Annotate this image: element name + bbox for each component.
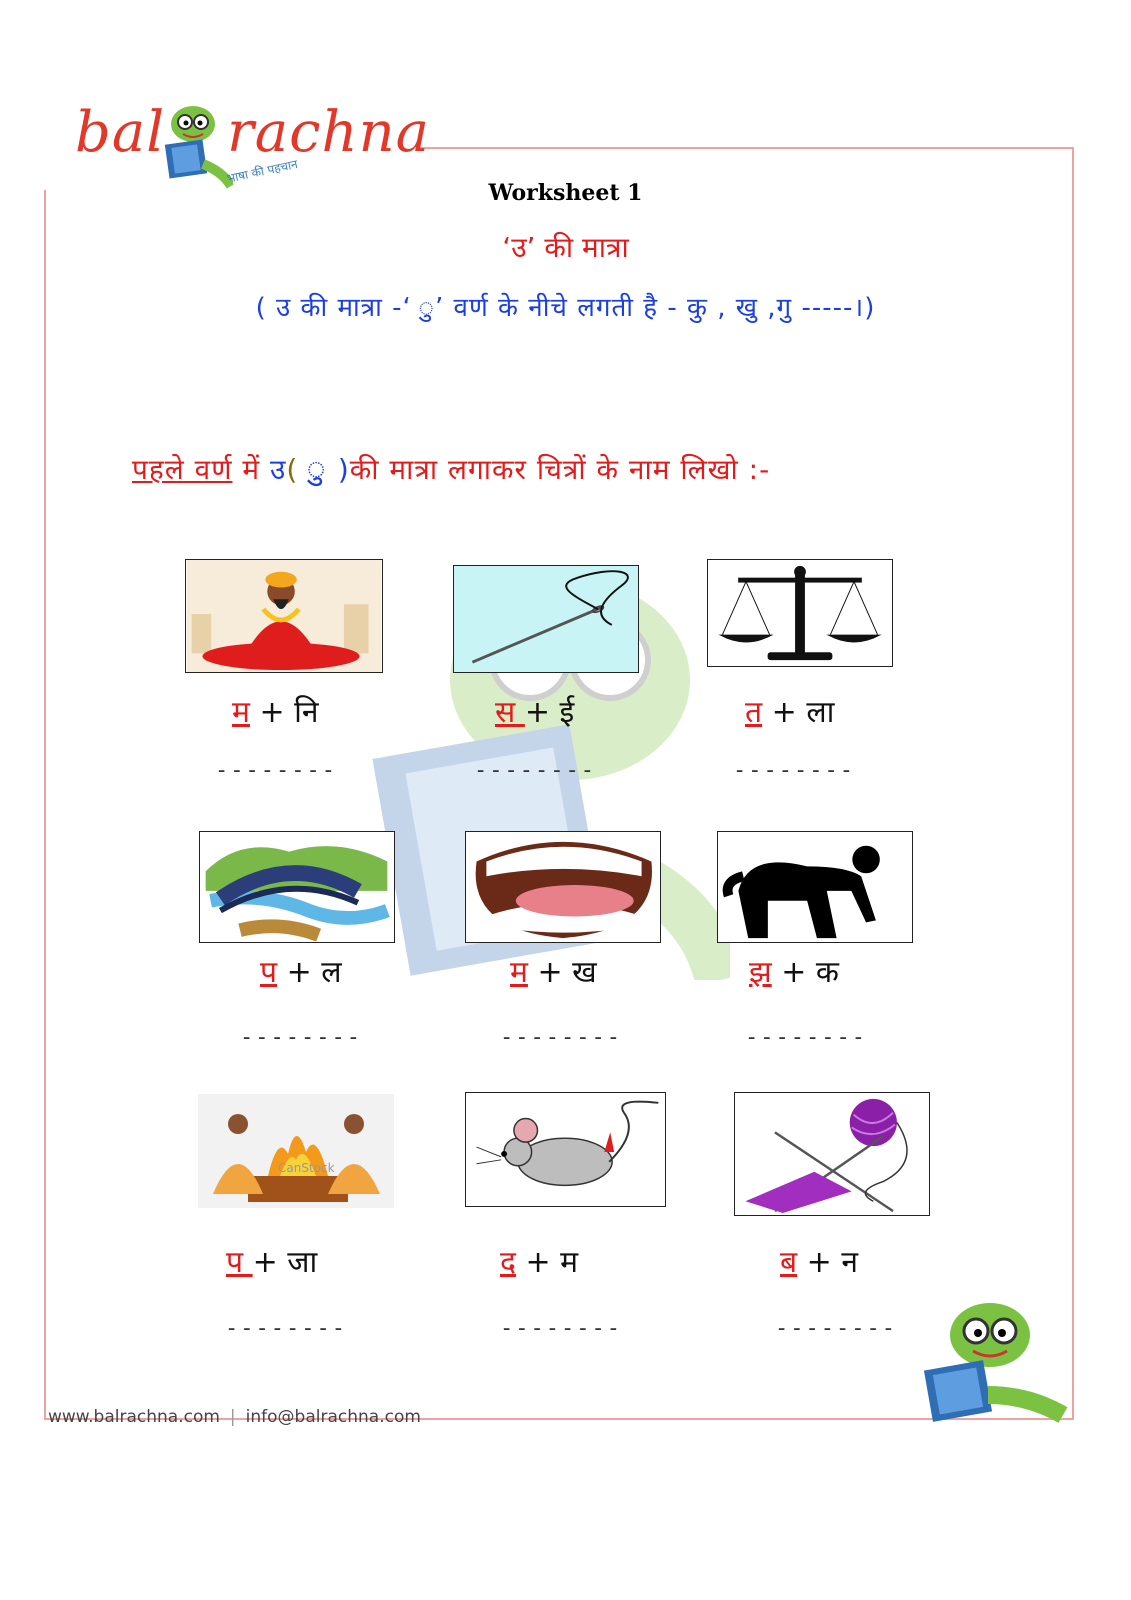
picture-knitting [734,1092,930,1216]
word-hint-2 [495,690,574,731]
knitting-icon [735,1093,929,1215]
scale-icon [708,560,892,666]
word-rest: + ख [527,955,597,990]
picture-scale [707,559,893,667]
instruction-paren-open: ( [286,453,299,486]
footer [48,1407,421,1427]
instruction-paren-close: ) [337,453,350,486]
logo-text-rachna: rachna [227,100,431,165]
mouse-icon [466,1093,665,1206]
mouth-icon [466,832,660,942]
first-letter: त [745,695,763,730]
word-rest: + ई [524,695,575,730]
word-rest: + जा [252,1245,318,1280]
picture-bending-person [717,831,913,943]
first-letter: म [232,695,250,730]
worksheet-subtitle: ‘उ’ की मात्रा [502,231,629,264]
word-rest: + ला [762,695,835,730]
bending-person-icon [718,832,912,942]
answer-blank-6[interactable]: -------- [745,1025,867,1050]
logo-worm-icon [153,102,233,192]
instruction-u: उ [270,453,287,486]
word-rest: + म [515,1245,579,1280]
logo-tagline: भाषा की पहचान [225,156,299,186]
picture-bridge [199,831,395,943]
word-hint-7 [226,1240,317,1281]
word-hint-8 [500,1240,578,1281]
first-letter: म [510,955,528,990]
instruction-matra: ु [298,449,338,487]
bridge-icon [200,832,394,942]
footer-separator: | [229,1407,236,1427]
answer-blank-9[interactable]: -------- [775,1316,897,1341]
instruction-rest: की मात्रा लगाकर चित्रों के नाम लिखो :- [349,453,771,486]
watermark-text: CanStock [278,1161,335,1175]
first-letter: प [226,1245,253,1280]
picture-mouse [465,1092,666,1207]
logo-text-bal: bal [75,100,166,165]
picture-sage [185,559,383,673]
word-rest: + नि [249,695,319,730]
word-hint-5 [510,950,597,991]
first-letter: स [495,695,525,730]
answer-blank-3[interactable]: -------- [733,758,855,783]
sage-icon [186,560,382,672]
word-hint-1 [232,690,319,731]
footer-email[interactable]: info@balrachna.com [245,1407,421,1427]
footer-website[interactable]: www.balrachna.com [48,1407,220,1427]
first-letter: झ [749,955,772,990]
word-hint-6 [749,950,839,991]
word-hint-4 [260,950,342,991]
first-letter: प [260,955,278,990]
instruction-underlined: पहले वर्ण [132,453,233,486]
instruction-mid: में [232,453,271,486]
word-rest: + ल [277,955,342,990]
answer-blank-4[interactable]: -------- [240,1025,362,1050]
answer-blank-8[interactable]: -------- [500,1316,622,1341]
fire-worship-icon [198,1094,394,1208]
first-letter: द [500,1245,516,1280]
worksheet-title: Worksheet 1 [488,180,643,206]
mascot-worm-icon [918,1295,1068,1425]
first-letter: ब [780,1245,798,1280]
needle-icon [454,566,638,672]
instruction-text [132,446,770,489]
matra-note: ( उ की मात्रा -‘ ु’ वर्ण के नीचे लगती है - कु , खु ,गु -----।) [255,293,876,323]
picture-needle [453,565,639,673]
word-rest: + क [771,955,839,990]
word-hint-3 [745,690,834,731]
answer-blank-1[interactable]: -------- [215,758,337,783]
answer-blank-5[interactable]: -------- [500,1025,622,1050]
answer-blank-2[interactable]: -------- [474,758,596,783]
answer-blank-7[interactable]: -------- [225,1316,347,1341]
picture-mouth [465,831,661,943]
word-rest: + न [797,1245,858,1280]
word-hint-9 [780,1240,858,1281]
picture-fire-worship [198,1094,394,1208]
